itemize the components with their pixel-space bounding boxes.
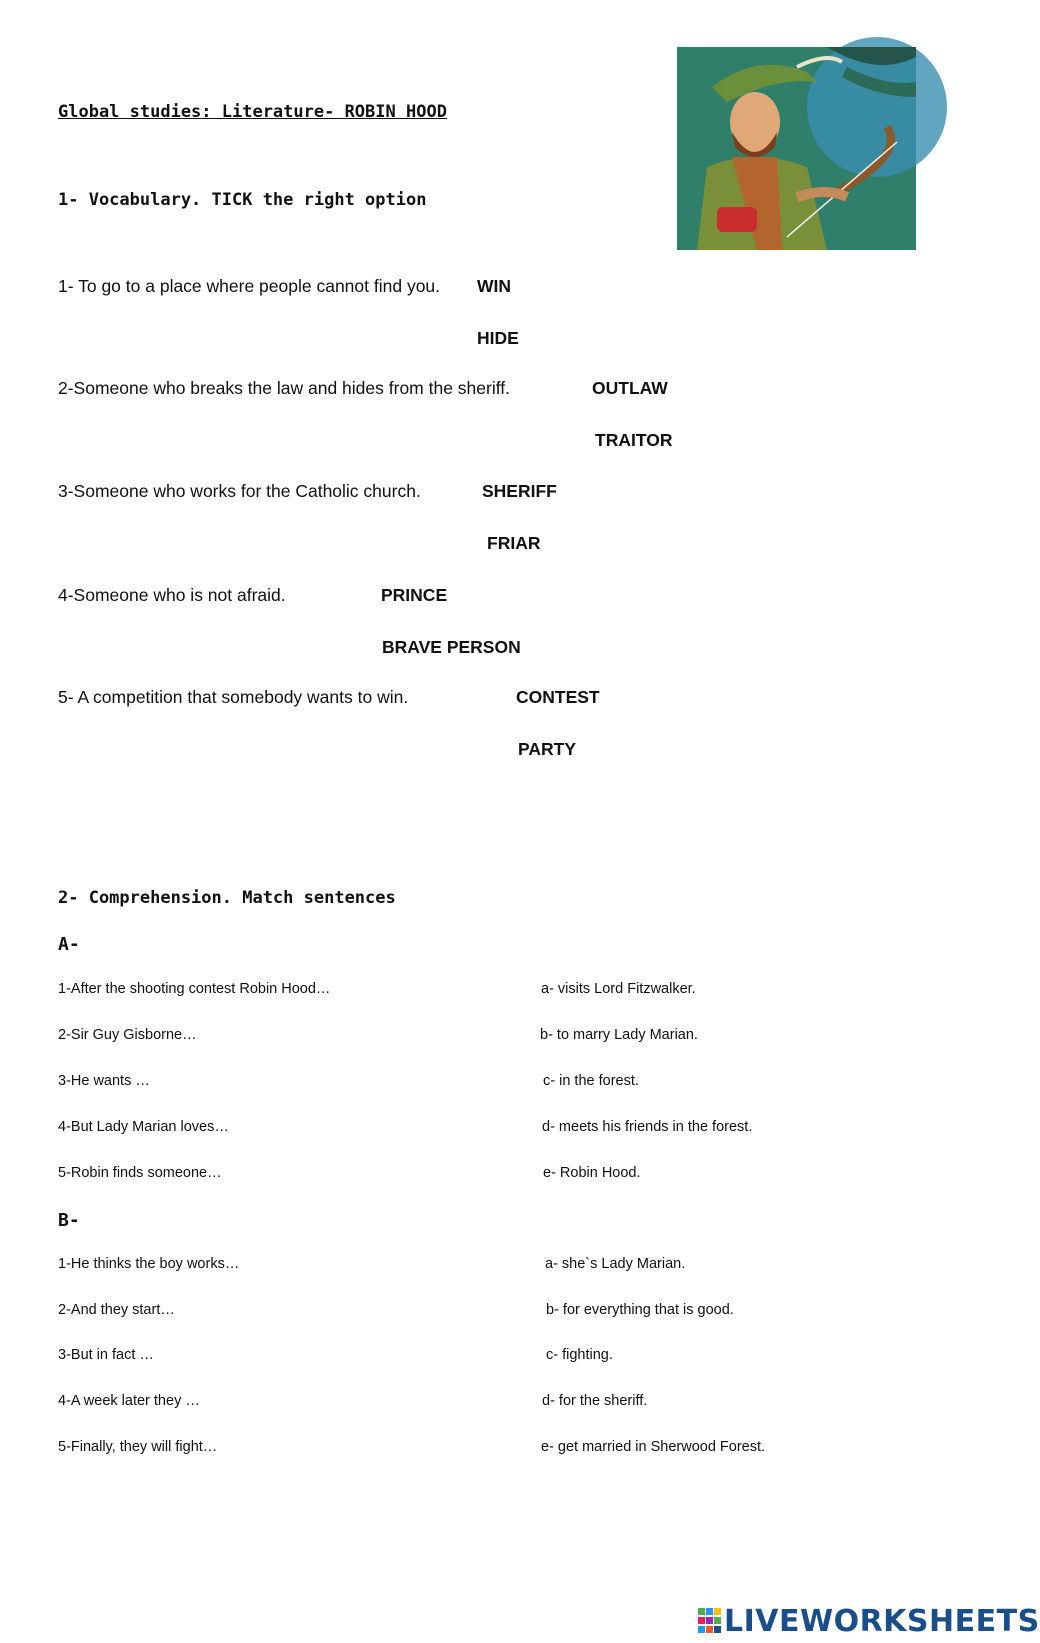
option-brave-person[interactable]: BRAVE PERSON [382, 637, 521, 657]
match-a-left-2: 2-Sir Guy Gisborne… [58, 1027, 197, 1043]
part-b-label: B- [58, 1210, 80, 1231]
match-b-right-d: d- for the sheriff. [542, 1393, 648, 1409]
option-outlaw[interactable]: OUTLAW [592, 378, 668, 398]
option-hide[interactable]: HIDE [477, 328, 519, 348]
logo-text: LIVEWORKSHEETS [724, 1603, 1040, 1639]
worksheet-title: Global studies: Literature- ROBIN HOOD [58, 102, 447, 122]
question-3: 3-Someone who works for the Catholic church. [58, 481, 421, 501]
option-prince[interactable]: PRINCE [381, 585, 448, 605]
question-4: 4-Someone who is not afraid. [58, 585, 286, 605]
match-b-left-2: 2-And they start… [58, 1302, 175, 1318]
option-sheriff[interactable]: SHERIFF [482, 481, 557, 501]
match-b-right-a: a- she`s Lady Marian. [545, 1256, 686, 1272]
match-b-right-e: e- get married in Sherwood Forest. [541, 1439, 766, 1455]
match-b-right-b: b- for everything that is good. [546, 1302, 734, 1318]
question-1: 1- To go to a place where people cannot find you. [58, 276, 441, 296]
robin-hood-illustration [677, 47, 916, 250]
match-a-left-5: 5-Robin finds someone… [58, 1165, 222, 1181]
match-a-left-4: 4-But Lady Marian loves… [58, 1119, 229, 1135]
liveworksheets-logo-icon [698, 1608, 722, 1634]
comprehension-heading: 2- Comprehension. Match sentences [58, 888, 396, 908]
match-a-right-b: b- to marry Lady Marian. [540, 1027, 698, 1043]
match-a-right-d: d- meets his friends in the forest. [542, 1119, 753, 1135]
question-2: 2-Someone who breaks the law and hides from the sheriff. [58, 378, 511, 398]
robin-hood-icon [677, 47, 916, 250]
match-b-left-4: 4-A week later they … [58, 1393, 200, 1409]
match-b-right-c: c- fighting. [546, 1347, 613, 1363]
vocabulary-heading: 1- Vocabulary. TICK the right option [58, 190, 427, 210]
match-a-right-a: a- visits Lord Fitzwalker. [541, 981, 696, 997]
match-b-left-5: 5-Finally, they will fight… [58, 1439, 218, 1455]
match-a-right-e: e- Robin Hood. [543, 1165, 641, 1181]
liveworksheets-logo [698, 1604, 1040, 1638]
option-traitor[interactable]: TRAITOR [595, 430, 673, 450]
option-win[interactable]: WIN [477, 276, 512, 296]
match-b-left-1: 1-He thinks the boy works… [58, 1256, 240, 1272]
part-a-label: A- [58, 934, 80, 955]
match-b-left-3: 3-But in fact … [58, 1347, 154, 1363]
option-contest[interactable]: CONTEST [516, 687, 600, 707]
question-5: 5- A competition that somebody wants to win. [58, 687, 409, 707]
option-party[interactable]: PARTY [518, 739, 577, 759]
match-a-right-c: c- in the forest. [543, 1073, 639, 1089]
option-friar[interactable]: FRIAR [487, 533, 541, 553]
match-a-left-1: 1-After the shooting contest Robin Hood… [58, 981, 331, 997]
match-a-left-3: 3-He wants … [58, 1073, 150, 1089]
